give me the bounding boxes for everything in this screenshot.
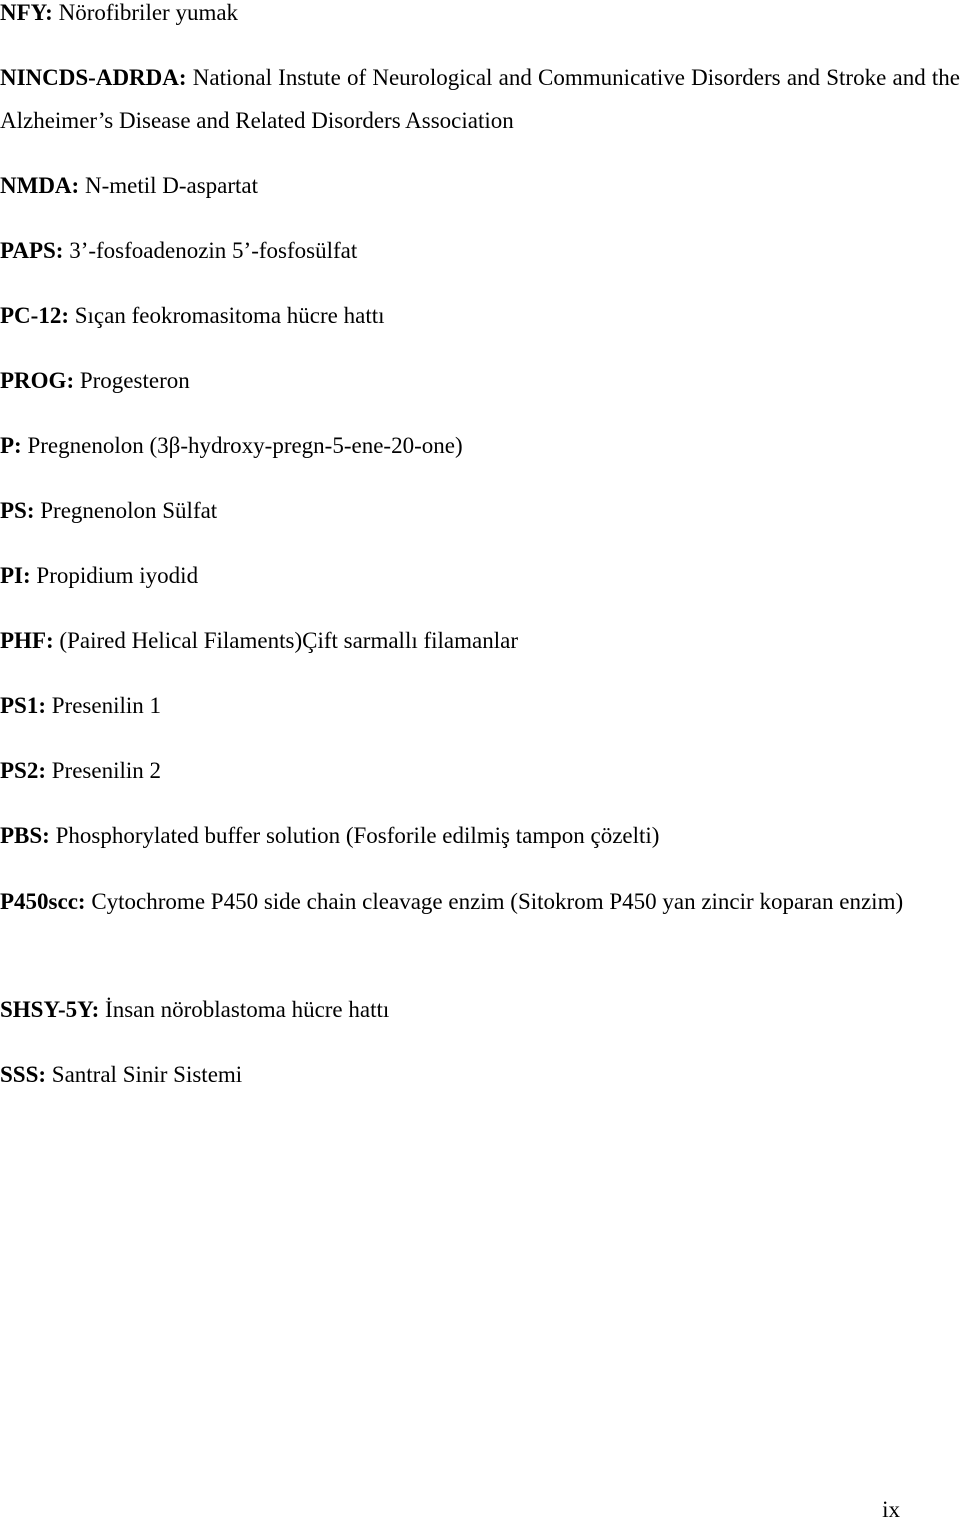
glossary-entry-pbs bbox=[0, 814, 960, 857]
glossary-entry-ps2 bbox=[0, 749, 960, 792]
glossary-abbr: NFY: bbox=[0, 0, 53, 25]
glossary-definition: Pregnenolon (3β-hydroxy-pregn-5-ene-20-one) bbox=[27, 433, 463, 458]
glossary-definition: Phosphorylated buffer solution (Fosforile edilmiş tampon çözelti) bbox=[55, 823, 660, 848]
glossary-abbr: PS2: bbox=[0, 758, 46, 783]
glossary-abbr: PHF: bbox=[0, 628, 54, 653]
glossary-entry-pc-12 bbox=[0, 294, 960, 337]
glossary-entry-p bbox=[0, 424, 960, 467]
glossary-definition: İnsan nöroblastoma hücre hattı bbox=[105, 997, 390, 1022]
glossary-abbr: P450scc: bbox=[0, 889, 86, 914]
glossary-entry-paps bbox=[0, 229, 960, 272]
glossary-abbr: SHSY-5Y: bbox=[0, 997, 100, 1022]
glossary-entry-prog bbox=[0, 359, 960, 402]
glossary-definition: N-metil D-aspartat bbox=[84, 173, 259, 198]
glossary-entry-p450scc bbox=[0, 880, 960, 923]
glossary-entry-sss bbox=[0, 1053, 960, 1096]
glossary-definition: (Paired Helical Filaments)Çift sarmallı filamanlar bbox=[59, 628, 518, 653]
glossary-definition: Pregnenolon Sülfat bbox=[40, 498, 218, 523]
glossary-abbr: PBS: bbox=[0, 823, 50, 848]
glossary-definition: 3’-fosfoadenozin 5’-fosfosülfat bbox=[69, 238, 358, 263]
glossary-definition: Progesteron bbox=[79, 368, 190, 393]
glossary-abbr: NINCDS-ADRDA: bbox=[0, 65, 187, 90]
glossary-abbr: SSS: bbox=[0, 1062, 47, 1087]
glossary-definition: Propidium iyodid bbox=[36, 563, 199, 588]
glossary-entry-pi bbox=[0, 554, 960, 597]
glossary-entry-ps bbox=[0, 489, 960, 532]
glossary-entry-nincds-adrda bbox=[0, 56, 960, 142]
glossary-definition: Cytochrome P450 side chain cleavage enzim (Sitokrom P450 yan zincir koparan enzim) bbox=[91, 889, 904, 914]
page-number: ix bbox=[882, 1497, 900, 1522]
glossary-abbr: P: bbox=[0, 433, 22, 458]
glossary-abbr: PC-12: bbox=[0, 303, 69, 328]
glossary-abbr: PS1: bbox=[0, 693, 46, 718]
glossary-entry-shsy-5y bbox=[0, 988, 960, 1031]
glossary-abbr: PAPS: bbox=[0, 238, 64, 263]
glossary-abbr: PI: bbox=[0, 563, 31, 588]
glossary-definition: Santral Sinir Sistemi bbox=[51, 1062, 243, 1087]
glossary-definition: National Instute of Neurological and Communicative Disorders and Stroke and the Alzheimer’s Disease and Related Disorders Association bbox=[0, 65, 960, 133]
glossary-entry-ps1 bbox=[0, 684, 960, 727]
glossary-definition: Presenilin 2 bbox=[51, 758, 161, 783]
glossary-definition: Nörofibriler yumak bbox=[58, 0, 239, 25]
glossary-abbr: PROG: bbox=[0, 368, 75, 393]
glossary-abbr: PS: bbox=[0, 498, 35, 523]
glossary-entry-phf bbox=[0, 619, 960, 662]
glossary-abbr: NMDA: bbox=[0, 173, 80, 198]
glossary-definition: Sıçan feokromasitoma hücre hattı bbox=[74, 303, 385, 328]
glossary-entry-nfy bbox=[0, 0, 960, 34]
glossary-definition: Presenilin 1 bbox=[51, 693, 161, 718]
glossary-entry-nmda bbox=[0, 164, 960, 207]
